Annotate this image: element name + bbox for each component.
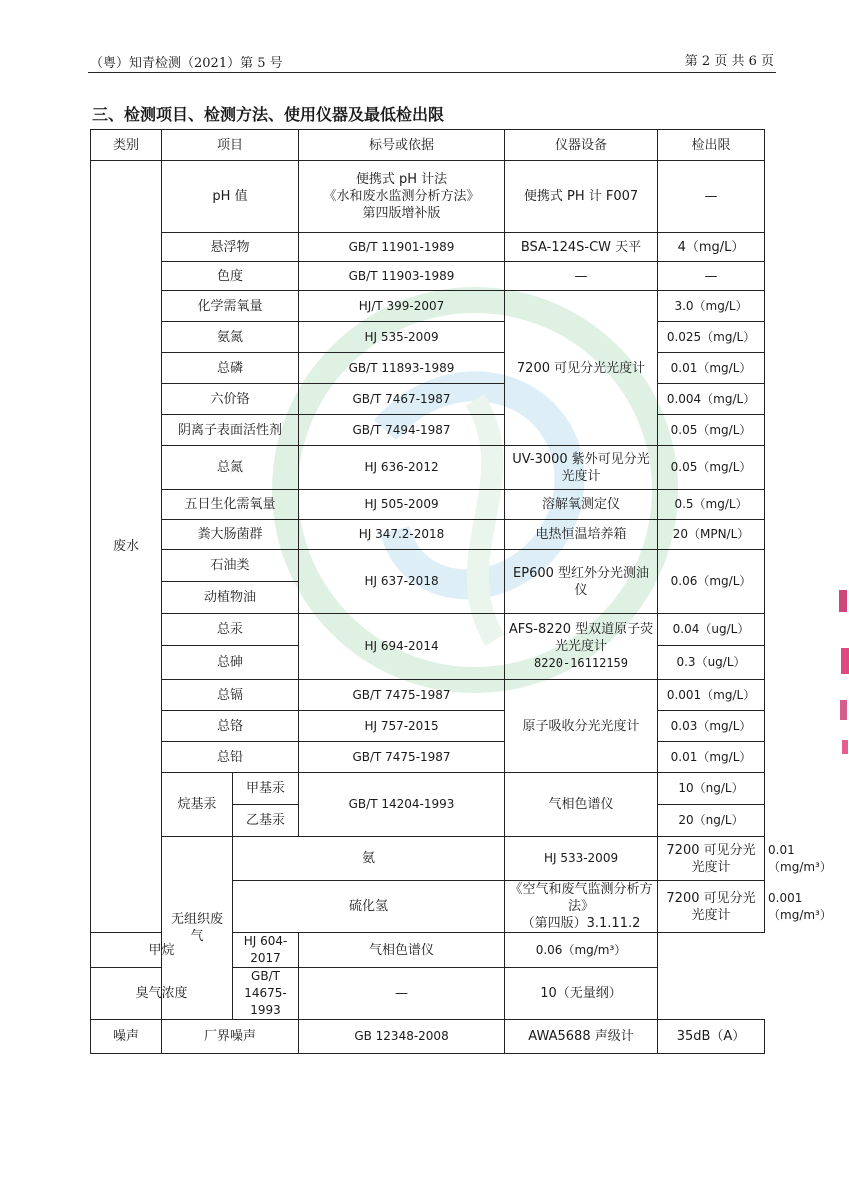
standard-cell: GB/T 11901-1989	[299, 233, 505, 262]
instrument-cell: —	[505, 262, 658, 291]
table-row	[91, 680, 765, 711]
header-divider	[88, 72, 776, 73]
standard-cell: HJ 757-2015	[299, 711, 505, 742]
standard-cell: GB/T 7494-1987	[299, 415, 505, 446]
table-header-row	[91, 130, 765, 161]
instrument-cell: 气相色谱仪	[505, 773, 658, 837]
table-row	[91, 262, 765, 291]
standard-cell	[299, 161, 505, 233]
category-gas: 无组织废气	[162, 837, 233, 1020]
limit-cell: 0.04（ug/L）	[658, 614, 765, 646]
header-standard: 标号或依据	[299, 130, 505, 161]
standard-line: 第四版增补版	[362, 206, 441, 221]
item-subname: 甲基汞	[233, 773, 299, 805]
instrument-cell	[505, 614, 658, 680]
limit-cell: 0.06（mg/m³）	[505, 933, 658, 968]
table-row	[91, 353, 765, 384]
table-row	[91, 550, 765, 582]
standard-cell: HJ 505-2009	[299, 490, 505, 520]
instrument-line: AFS-8220 型双道原子荧光光度计	[508, 622, 654, 654]
limit-cell: 0.01（mg/L）	[658, 353, 765, 384]
header-instrument: 仪器设备	[505, 130, 658, 161]
instrument-cell: 气相色谱仪	[299, 933, 505, 968]
limit-cell: 10（ng/L）	[658, 773, 765, 805]
item-name: 总汞	[162, 614, 299, 646]
standard-cell	[505, 881, 658, 933]
standard-cell: HJ/T 399-2007	[299, 291, 505, 322]
item-name: 阴离子表面活性剂	[162, 415, 299, 446]
limit-cell: 35dB（A）	[658, 1020, 765, 1054]
item-name: 粪大肠菌群	[162, 520, 299, 550]
standard-cell: HJ 636-2012	[299, 446, 505, 490]
limit-cell: —	[658, 161, 765, 233]
item-name: 总铬	[162, 711, 299, 742]
limit-cell: 0.001（mg/L）	[658, 680, 765, 711]
table-row	[91, 520, 765, 550]
limit-cell: 3.0（mg/L）	[658, 291, 765, 322]
item-name: 总砷	[162, 646, 299, 680]
table-row	[91, 446, 765, 490]
instrument-line: 8220-16112159	[534, 656, 628, 670]
item-name: 石油类	[162, 550, 299, 582]
item-name: 动植物油	[162, 582, 299, 614]
standard-cell: GB 12348-2008	[299, 1020, 505, 1054]
item-name: 甲烷	[91, 933, 233, 968]
page-number: 第 2 页 共 6 页	[684, 54, 774, 69]
limit-cell: 4（mg/L）	[658, 233, 765, 262]
table-row	[91, 161, 765, 233]
limit-cell: 0.025（mg/L）	[658, 322, 765, 353]
limit-cell: 0.3（ug/L）	[658, 646, 765, 680]
standard-cell: HJ 535-2009	[299, 322, 505, 353]
section-title: 三、检测项目、检测方法、使用仪器及最低检出限	[92, 105, 445, 124]
item-name: 厂界噪声	[162, 1020, 299, 1054]
header-item: 项目	[162, 130, 299, 161]
instrument-cell: 溶解氧测定仪	[505, 490, 658, 520]
item-name: 总铅	[162, 742, 299, 773]
table-row	[91, 968, 765, 1020]
detection-methods-table	[90, 129, 832, 1054]
standard-cell: HJ 694-2014	[299, 614, 505, 680]
table-row	[91, 742, 765, 773]
instrument-cell: UV-3000 紫外可见分光光度计	[505, 446, 658, 490]
table-row	[91, 773, 765, 805]
limit-cell: 0.01（mg/L）	[658, 742, 765, 773]
table-row: 硫化氢 《空气和废气监测分析方法》 （第四版）3.1.11.2 7200 可见分光光度计 0.001（mg/m³）	[91, 881, 765, 933]
limit-cell: 0.5（mg/L）	[658, 490, 765, 520]
limit-cell: 0.03（mg/L）	[658, 711, 765, 742]
instrument-cell: BSA-124S-CW 天平	[505, 233, 658, 262]
standard-line: 《空气和废气监测分析方法》	[509, 882, 653, 914]
standard-cell: GB/T 14204-1993	[299, 773, 505, 837]
instrument-cell: 7200 可见分光光度计	[505, 291, 658, 446]
item-name: 臭气浓度	[91, 968, 233, 1020]
limit-cell: 20（ng/L）	[658, 805, 765, 837]
item-name: 五日生化需氧量	[162, 490, 299, 520]
instrument-cell: 7200 可见分光光度计	[658, 881, 765, 933]
item-name: 色度	[162, 262, 299, 291]
limit-cell: 0.06（mg/L）	[658, 550, 765, 614]
instrument-cell: —	[299, 968, 505, 1020]
table-row	[91, 233, 765, 262]
category-noise: 噪声	[91, 1020, 162, 1054]
table-row	[91, 1020, 765, 1054]
limit-cell: 20（MPN/L）	[658, 520, 765, 550]
item-group-name: 烷基汞	[162, 773, 233, 837]
header-category: 类别	[91, 130, 162, 161]
standard-cell: HJ 637-2018	[299, 550, 505, 614]
standard-cell: GB/T 11893-1989	[299, 353, 505, 384]
table-row	[91, 711, 765, 742]
limit-cell: 0.05（mg/L）	[658, 446, 765, 490]
item-name: 化学需氧量	[162, 291, 299, 322]
standard-cell: GB/T 7475-1987	[299, 742, 505, 773]
instrument-cell: 电热恒温培养箱	[505, 520, 658, 550]
category-wastewater: 废水	[91, 161, 162, 933]
standard-cell: HJ 533-2009	[505, 837, 658, 881]
item-name: 六价铬	[162, 384, 299, 415]
table-row	[91, 322, 765, 353]
header-limit: 检出限	[658, 130, 765, 161]
instrument-cell: 原子吸收分光光度计	[505, 680, 658, 773]
limit-cell: 0.004（mg/L）	[658, 384, 765, 415]
standard-cell: HJ 347.2-2018	[299, 520, 505, 550]
table-row: 无组织废气 氨 HJ 533-2009 7200 可见分光光度计 0.01（mg/m³）	[91, 837, 765, 881]
standard-cell: GB/T 7475-1987	[299, 680, 505, 711]
item-name: 总镉	[162, 680, 299, 711]
instrument-cell: EP600 型红外分光测油仪	[505, 550, 658, 614]
item-name: 悬浮物	[162, 233, 299, 262]
standard-line: （第四版）3.1.11.2	[521, 916, 641, 931]
standard-cell: HJ 604-2017	[233, 933, 299, 968]
limit-cell: —	[658, 262, 765, 291]
item-name: 硫化氢	[233, 881, 505, 933]
instrument-cell: AWA5688 声级计	[505, 1020, 658, 1054]
item-name: 总氮	[162, 446, 299, 490]
standard-cell: GB/T 14675-1993	[233, 968, 299, 1020]
table-row	[91, 490, 765, 520]
instrument-cell: 7200 可见分光光度计	[658, 837, 765, 881]
item-name: 氨	[233, 837, 505, 881]
table-row	[91, 384, 765, 415]
seal-edge-marks	[835, 590, 849, 760]
item-name: 氨氮	[162, 322, 299, 353]
item-name: pH 值	[162, 161, 299, 233]
standard-line: 便携式 pH 计法	[355, 172, 448, 187]
standard-cell: GB/T 11903-1989	[299, 262, 505, 291]
table-row	[91, 291, 765, 322]
table-row	[91, 415, 765, 446]
standard-cell: GB/T 7467-1987	[299, 384, 505, 415]
instrument-cell: 便携式 PH 计 F007	[505, 161, 658, 233]
limit-cell: 10（无量纲）	[505, 968, 658, 1020]
standard-line: 《水和废水监测分析方法》	[323, 189, 480, 204]
table-row	[91, 614, 765, 646]
item-name: 总磷	[162, 353, 299, 384]
item-subname: 乙基汞	[233, 805, 299, 837]
report-number: （粤）知青检测（2021）第 5 号	[90, 56, 283, 71]
limit-cell: 0.05（mg/L）	[658, 415, 765, 446]
